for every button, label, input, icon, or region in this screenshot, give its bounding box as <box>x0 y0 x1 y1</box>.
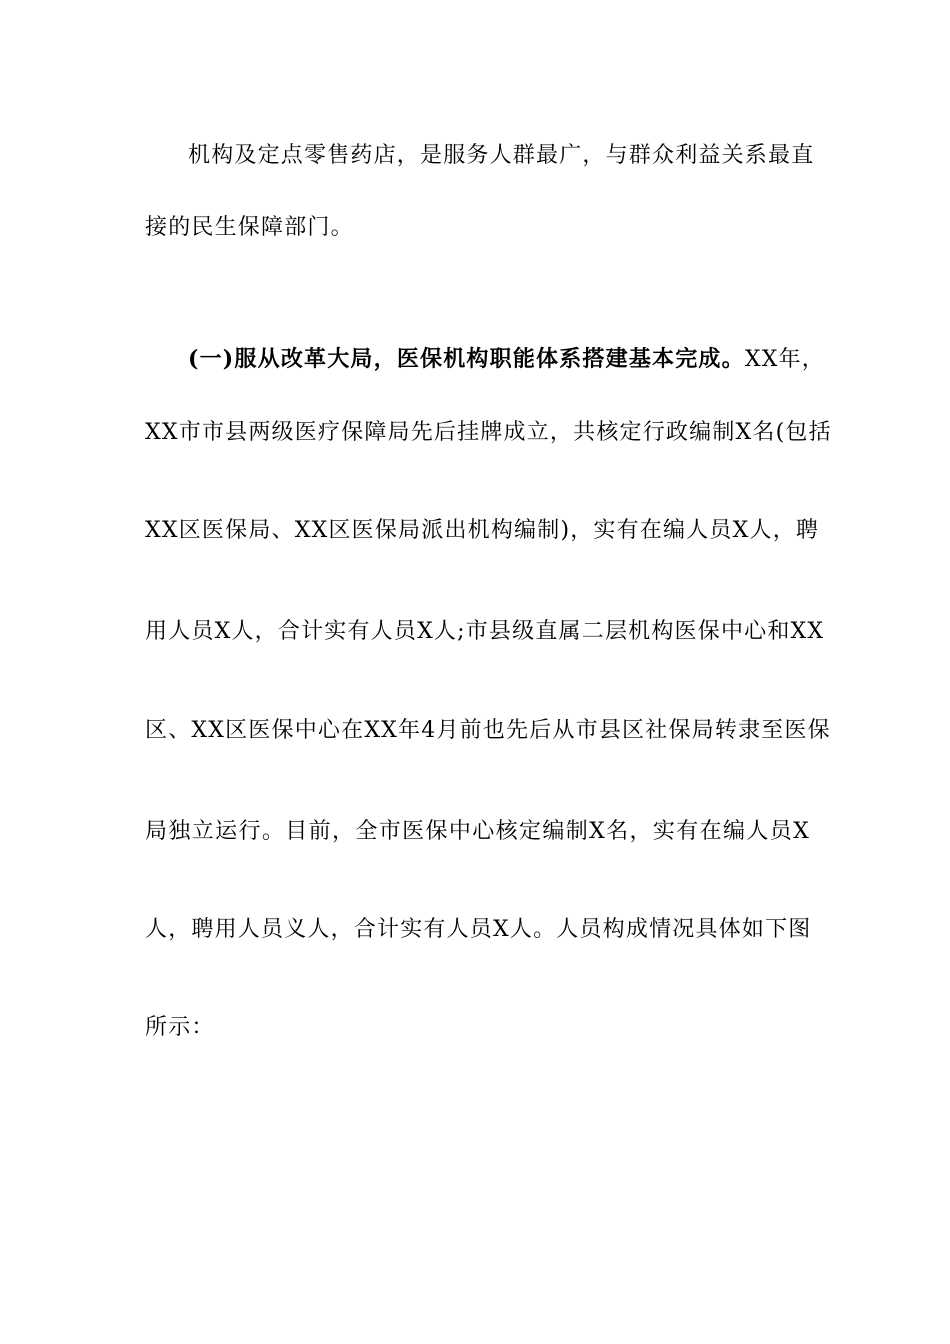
section-heading-trailing-text: XX年， <box>744 347 825 372</box>
paragraph-line-8: 人，聘用人员义人，合计实有人员X人。人员构成情况具体如下图 <box>145 917 812 942</box>
paragraph-line-6: 区、XX区医保中心在XX年4月前也先后从市县区社保局转隶至医保 <box>145 718 831 743</box>
paragraph-line-5: 用人员X人，合计实有人员X人;市县级直属二层机构医保中心和XX <box>145 619 825 644</box>
paragraph-line-2: 接的民生保障部门。 <box>145 215 354 240</box>
paragraph-line-7: 局独立运行。目前，全市医保中心核定编制X名，实有在编人员X <box>145 819 810 844</box>
paragraph-line-9: 所示： <box>145 1015 215 1040</box>
section-heading-line <box>188 339 825 379</box>
section-heading: (一)服从改革大局，医保机构职能体系搭建基本完成。 <box>188 346 745 372</box>
paragraph-line-1: 机构及定点零售药店，是服务人群最广，与群众利益关系最直 <box>188 143 815 168</box>
paragraph-line-4: XX区医保局、XX区医保局派出机构编制)，实有在编人员X人，聘 <box>145 518 820 543</box>
paragraph-line-3: XX市市县两级医疗保障局先后挂牌成立，共核定行政编制X名(包括 <box>145 420 832 445</box>
